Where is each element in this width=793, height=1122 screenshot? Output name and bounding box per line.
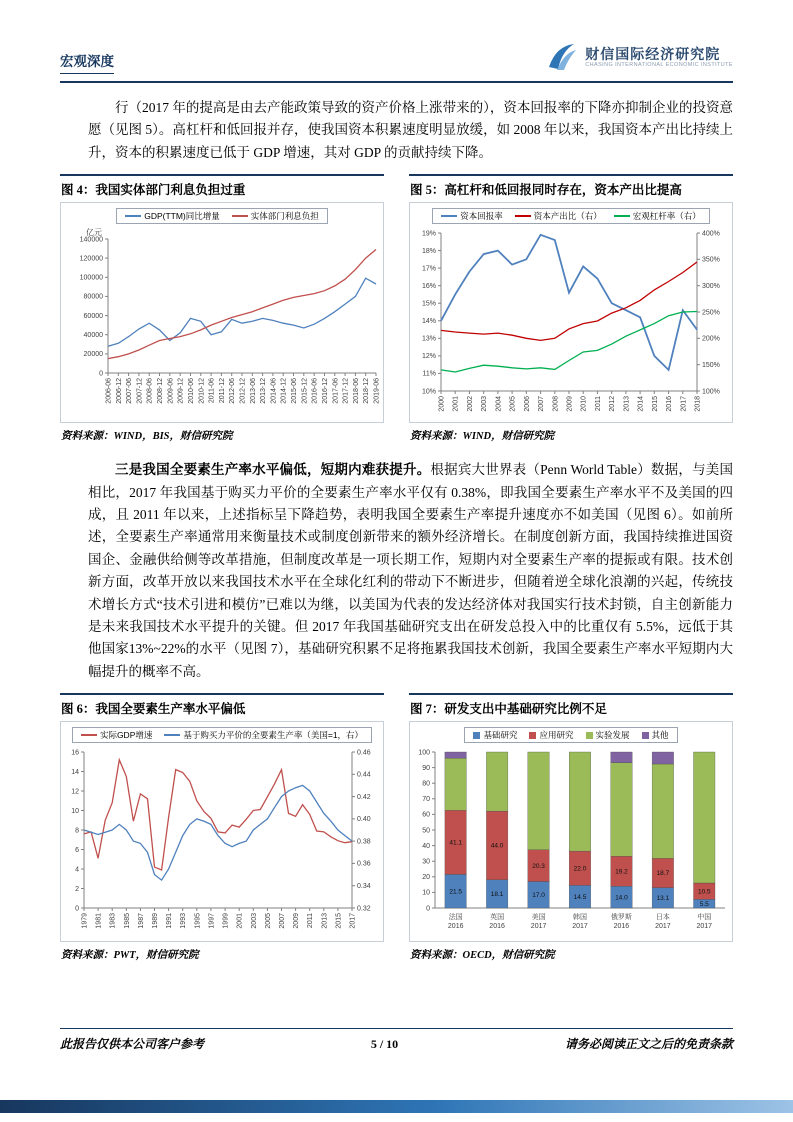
chart-legend <box>116 208 328 224</box>
svg-text:2007-06: 2007-06 <box>126 378 134 404</box>
svg-text:俄罗斯: 俄罗斯 <box>610 914 632 922</box>
svg-text:2017: 2017 <box>680 396 688 412</box>
header-rule <box>60 81 733 83</box>
svg-text:0: 0 <box>426 905 430 913</box>
svg-text:350%: 350% <box>702 256 720 264</box>
svg-text:18.1: 18.1 <box>490 891 504 899</box>
legend-swatch <box>164 734 180 736</box>
svg-text:4: 4 <box>75 866 79 874</box>
svg-text:2009: 2009 <box>566 396 574 412</box>
svg-text:150%: 150% <box>702 362 720 370</box>
paragraph-1: 行（2017 年的提高是由去产能政策导致的资产价格上涨带来的），资本回报率的下降亦抑制企业的投资意愿（见图 5）。高杠杆和低回报并存，使我国资本积累速度明显放缓，如 2008 年以来，我国资本产出比持续上升，资本的积累速度已低于 GDP 增速，其对 GDP 的贡献持续下降。 <box>88 100 733 160</box>
svg-text:2006-06: 2006-06 <box>105 378 113 404</box>
figure-4-chart <box>60 202 384 423</box>
svg-text:2011-06: 2011-06 <box>208 378 216 404</box>
svg-text:10: 10 <box>71 808 79 816</box>
svg-text:250%: 250% <box>702 309 720 317</box>
page-header <box>60 40 733 74</box>
svg-text:19.2: 19.2 <box>615 868 628 876</box>
svg-text:2008: 2008 <box>552 396 560 412</box>
svg-text:2008-06: 2008-06 <box>146 378 154 404</box>
figure-5 <box>409 174 733 445</box>
svg-text:2000: 2000 <box>438 396 446 412</box>
legend-item: 宏观杠杆率（右） <box>614 210 701 222</box>
legend-item: 资本产出比（右） <box>515 210 602 222</box>
svg-text:2017-06: 2017-06 <box>332 378 340 404</box>
svg-text:1981: 1981 <box>95 913 103 929</box>
chart-svg <box>62 225 384 417</box>
svg-text:2012-12: 2012-12 <box>239 378 247 404</box>
svg-text:英国: 英国 <box>490 914 505 922</box>
legend-swatch <box>441 215 457 217</box>
svg-text:2001: 2001 <box>236 913 244 929</box>
svg-text:8: 8 <box>75 827 79 835</box>
svg-text:2002: 2002 <box>466 396 474 412</box>
legend-swatch <box>586 732 593 739</box>
svg-text:13.1: 13.1 <box>656 895 670 903</box>
svg-text:2013: 2013 <box>623 396 631 412</box>
org-logo <box>544 40 733 74</box>
chart-svg <box>62 744 384 936</box>
svg-text:2019-06: 2019-06 <box>373 378 381 404</box>
footer-disclaimer-left: 此报告仅供本公司客户参考 <box>60 1037 205 1051</box>
svg-text:2017: 2017 <box>572 923 588 931</box>
svg-text:2013: 2013 <box>321 913 329 929</box>
chart-legend <box>464 727 677 743</box>
svg-text:2013-06: 2013-06 <box>249 378 257 404</box>
svg-text:2016: 2016 <box>613 923 630 931</box>
legend-swatch <box>81 734 97 736</box>
svg-text:10.5: 10.5 <box>697 888 711 896</box>
svg-text:0: 0 <box>99 370 103 378</box>
svg-text:70: 70 <box>422 796 430 804</box>
svg-text:2010-06: 2010-06 <box>188 378 195 404</box>
svg-text:90: 90 <box>422 765 430 773</box>
svg-text:12: 12 <box>71 788 79 796</box>
svg-text:法国: 法国 <box>448 914 463 922</box>
svg-text:1993: 1993 <box>180 913 188 929</box>
legend-swatch <box>515 215 531 217</box>
page-number: 5 / 10 <box>370 1037 399 1051</box>
svg-text:2017: 2017 <box>349 913 357 929</box>
svg-text:2007: 2007 <box>538 396 546 412</box>
svg-text:2003: 2003 <box>250 913 258 929</box>
svg-text:16%: 16% <box>421 283 436 291</box>
svg-text:1989: 1989 <box>152 913 159 929</box>
svg-text:0.32: 0.32 <box>357 905 371 913</box>
svg-text:40000: 40000 <box>83 332 103 340</box>
svg-text:2004: 2004 <box>495 396 503 412</box>
svg-text:2006: 2006 <box>523 396 531 412</box>
svg-text:2005: 2005 <box>509 396 517 412</box>
legend-item: 实际GDP增速 <box>81 729 152 741</box>
svg-text:2015-12: 2015-12 <box>301 378 309 404</box>
svg-text:美国: 美国 <box>531 914 546 922</box>
figure-4-title: 图 4：我国实体部门利息负担过重 <box>60 174 384 202</box>
svg-text:2011: 2011 <box>307 913 315 929</box>
svg-text:2017: 2017 <box>655 923 671 931</box>
figure-6 <box>60 693 384 964</box>
svg-text:0.36: 0.36 <box>357 860 371 868</box>
legend-item: 应用研究 <box>529 729 573 741</box>
org-subtitle: CHASING INTERNATIONAL ECONOMIC INSTITUTE <box>585 61 733 68</box>
figure-4-source: 资料来源：WIND，BIS，财信研究院 <box>61 431 233 443</box>
legend-item: 资本回报率 <box>441 210 503 222</box>
svg-text:14%: 14% <box>421 318 436 326</box>
svg-text:2014: 2014 <box>637 396 645 412</box>
svg-text:2010-12: 2010-12 <box>198 378 206 404</box>
svg-text:20.3: 20.3 <box>532 863 545 871</box>
bottom-accent-bar <box>0 1100 793 1113</box>
chart-legend <box>72 727 372 743</box>
paragraph-2 <box>88 459 733 683</box>
svg-text:1983: 1983 <box>109 913 117 929</box>
svg-text:2018-12: 2018-12 <box>363 378 371 404</box>
svg-text:2007-12: 2007-12 <box>136 378 144 404</box>
svg-text:300%: 300% <box>702 283 720 291</box>
svg-text:2016-06: 2016-06 <box>311 378 319 404</box>
svg-text:100%: 100% <box>702 388 720 396</box>
svg-text:41.1: 41.1 <box>449 839 463 847</box>
svg-text:60: 60 <box>422 811 430 819</box>
svg-text:2017: 2017 <box>530 923 547 931</box>
svg-text:18%: 18% <box>421 248 436 256</box>
footer-disclaimer-right: 请务必阅读正文之后的免责条款 <box>564 1037 733 1051</box>
svg-text:2009-06: 2009-06 <box>167 378 175 404</box>
svg-text:12%: 12% <box>421 353 436 361</box>
svg-text:100: 100 <box>418 749 430 757</box>
svg-text:44.0: 44.0 <box>490 842 504 850</box>
svg-text:韩国: 韩国 <box>573 914 587 922</box>
svg-text:18.7: 18.7 <box>656 870 670 878</box>
legend-swatch <box>125 215 141 217</box>
svg-text:120000: 120000 <box>79 255 103 263</box>
svg-text:中国: 中国 <box>697 914 712 922</box>
svg-text:1979: 1979 <box>81 913 89 929</box>
svg-text:0.42: 0.42 <box>357 794 371 802</box>
figure-7 <box>409 693 733 964</box>
figure-7-source: 资料来源：OECD，财信研究院 <box>410 950 555 962</box>
section-label: 宏观深度 <box>60 50 114 74</box>
svg-text:2010: 2010 <box>580 396 588 412</box>
svg-text:2005: 2005 <box>264 913 272 929</box>
svg-text:2012: 2012 <box>609 396 617 412</box>
svg-text:2017: 2017 <box>696 923 713 931</box>
legend-swatch <box>529 732 536 739</box>
figure-row-1 <box>60 174 733 445</box>
svg-text:1997: 1997 <box>208 913 216 929</box>
svg-text:14: 14 <box>71 769 79 777</box>
svg-text:2018-06: 2018-06 <box>352 378 360 404</box>
svg-text:200%: 200% <box>702 335 720 343</box>
paragraph-2-body: 根据宾大世界表（Penn World Table）数据，与美国相比，2017 年我国基于购买力平价的全要素生产率水平仅有 0.38%，即我国全要素生产率水平不及美国的四成，且 2011 年以来，上述指标呈下降趋势，表明我国全要素生产率提升速度亦不如美国（见图 6）。如前所述，全要素生产率通常用来衡量技术或制度创新带来的额外经济增长。在制度创新方面，我国持续推进国资国企、金融供给侧等改革措施，但制度改革是一项长期工作，短期内对全要素生产率的提振或有限。技术创新方面，改革开放以来我国技术水平在全球化红利的带动下不断进步，但随着逆全球化浪潮的兴起，传统技术增长方式“技术引进和模仿”已难以为继，以美国为代表的发达经济体对我国实行技术封锁，自主创新能力是未来我国技术水平提升的关键。但 2017 年我国基础研究支出在研发总投入中的比重仅有 5.5%，远低于其他国家13%~22%的水平（见图 7），基础研究积累不足将拖累我国技术创新，我国全要素生产率水平短期内大幅提升的概率不高。 <box>88 462 733 679</box>
svg-text:80: 80 <box>422 780 430 788</box>
svg-text:1999: 1999 <box>222 913 230 929</box>
svg-text:0: 0 <box>75 905 79 913</box>
svg-text:2016: 2016 <box>666 396 674 412</box>
svg-text:2006-12: 2006-12 <box>115 378 123 404</box>
svg-text:2003: 2003 <box>481 396 489 412</box>
svg-text:17.0: 17.0 <box>532 892 545 900</box>
svg-text:50: 50 <box>422 827 430 835</box>
svg-text:2016-12: 2016-12 <box>322 378 329 404</box>
svg-text:2014-06: 2014-06 <box>270 378 278 404</box>
svg-text:19%: 19% <box>421 230 436 238</box>
svg-text:2009: 2009 <box>293 913 301 929</box>
svg-text:40: 40 <box>422 843 430 851</box>
svg-text:2018: 2018 <box>694 396 702 412</box>
figure-6-title: 图 6：我国全要素生产率水平偏低 <box>60 693 384 721</box>
svg-text:2011: 2011 <box>594 396 602 412</box>
svg-text:20: 20 <box>422 874 430 882</box>
org-logo-icon <box>544 40 578 74</box>
chart-svg <box>411 225 733 417</box>
legend-swatch <box>473 732 480 739</box>
svg-text:2015: 2015 <box>651 396 659 412</box>
org-name: 财信国际经济研究院 <box>585 45 721 62</box>
chart-svg <box>411 744 733 936</box>
svg-text:80000: 80000 <box>83 293 103 301</box>
svg-text:30: 30 <box>422 858 430 866</box>
legend-item: 其他 <box>642 729 669 741</box>
svg-text:日本: 日本 <box>655 914 670 922</box>
svg-text:16: 16 <box>71 749 79 757</box>
svg-text:2001: 2001 <box>452 396 460 412</box>
svg-text:6: 6 <box>75 847 79 855</box>
svg-text:5.5: 5.5 <box>699 901 709 909</box>
svg-text:2015-06: 2015-06 <box>291 378 298 404</box>
figure-7-chart <box>409 721 733 942</box>
figure-7-title: 图 7：研发支出中基础研究比例不足 <box>409 693 733 721</box>
svg-text:2016: 2016 <box>489 923 505 931</box>
svg-text:2008-12: 2008-12 <box>157 378 164 404</box>
svg-text:17%: 17% <box>421 265 436 273</box>
paragraph-2-lead: 三是我国全要素生产率水平偏低，短期内难获提升。 <box>115 462 431 478</box>
svg-text:22.0: 22.0 <box>573 865 587 873</box>
svg-text:2012-06: 2012-06 <box>229 378 237 404</box>
svg-text:2014-12: 2014-12 <box>280 378 288 404</box>
svg-text:0.44: 0.44 <box>357 771 371 779</box>
svg-text:14.0: 14.0 <box>615 894 628 902</box>
svg-text:10: 10 <box>422 889 430 897</box>
figure-6-source: 资料来源：PWT，财信研究院 <box>61 950 199 962</box>
legend-swatch <box>642 732 649 739</box>
figure-row-2 <box>60 693 733 964</box>
figure-5-source: 资料来源：WIND，财信研究院 <box>410 431 555 443</box>
svg-text:2013-12: 2013-12 <box>260 378 268 404</box>
legend-swatch <box>614 215 630 217</box>
figure-4 <box>60 174 384 445</box>
svg-text:15%: 15% <box>421 300 436 308</box>
svg-text:140000: 140000 <box>79 236 103 244</box>
svg-text:2016: 2016 <box>447 923 464 931</box>
svg-text:100000: 100000 <box>79 274 103 282</box>
figure-5-chart <box>409 202 733 423</box>
svg-text:1985: 1985 <box>123 913 131 929</box>
svg-text:亿元: 亿元 <box>86 228 102 238</box>
svg-text:13%: 13% <box>421 335 436 343</box>
svg-text:2009-12: 2009-12 <box>177 378 185 404</box>
svg-text:1987: 1987 <box>137 913 145 929</box>
svg-text:2017-12: 2017-12 <box>342 378 350 404</box>
svg-text:2: 2 <box>75 886 79 894</box>
svg-text:21.5: 21.5 <box>449 888 463 896</box>
svg-text:2015: 2015 <box>335 913 343 929</box>
svg-text:14.5: 14.5 <box>573 894 587 902</box>
legend-item: 基于购买力平价的全要素生产率（美国=1，右） <box>164 729 363 741</box>
svg-text:400%: 400% <box>702 230 720 238</box>
svg-text:20000: 20000 <box>83 351 103 359</box>
svg-text:11%: 11% <box>422 370 436 378</box>
legend-item: 基础研究 <box>473 729 517 741</box>
legend-item: GDP(TTM)同比增量 <box>125 210 220 222</box>
svg-text:1991: 1991 <box>166 913 174 929</box>
page-footer <box>60 1028 733 1052</box>
svg-text:0.34: 0.34 <box>357 883 371 891</box>
chart-legend <box>432 208 710 224</box>
svg-text:60000: 60000 <box>83 313 103 321</box>
svg-text:10%: 10% <box>421 388 436 396</box>
svg-text:0.38: 0.38 <box>357 838 371 846</box>
svg-text:0.46: 0.46 <box>357 749 371 757</box>
svg-text:2011-12: 2011-12 <box>218 378 226 404</box>
svg-text:0.40: 0.40 <box>357 816 371 824</box>
legend-item: 实验发展 <box>586 729 630 741</box>
svg-text:1995: 1995 <box>194 913 202 929</box>
legend-item: 实体部门利息负担 <box>232 210 319 222</box>
figure-6-chart <box>60 721 384 942</box>
figure-5-title: 图 5：高杠杆和低回报同时存在，资本产出比提高 <box>409 174 733 202</box>
legend-swatch <box>232 215 248 217</box>
svg-text:2007: 2007 <box>279 913 286 929</box>
